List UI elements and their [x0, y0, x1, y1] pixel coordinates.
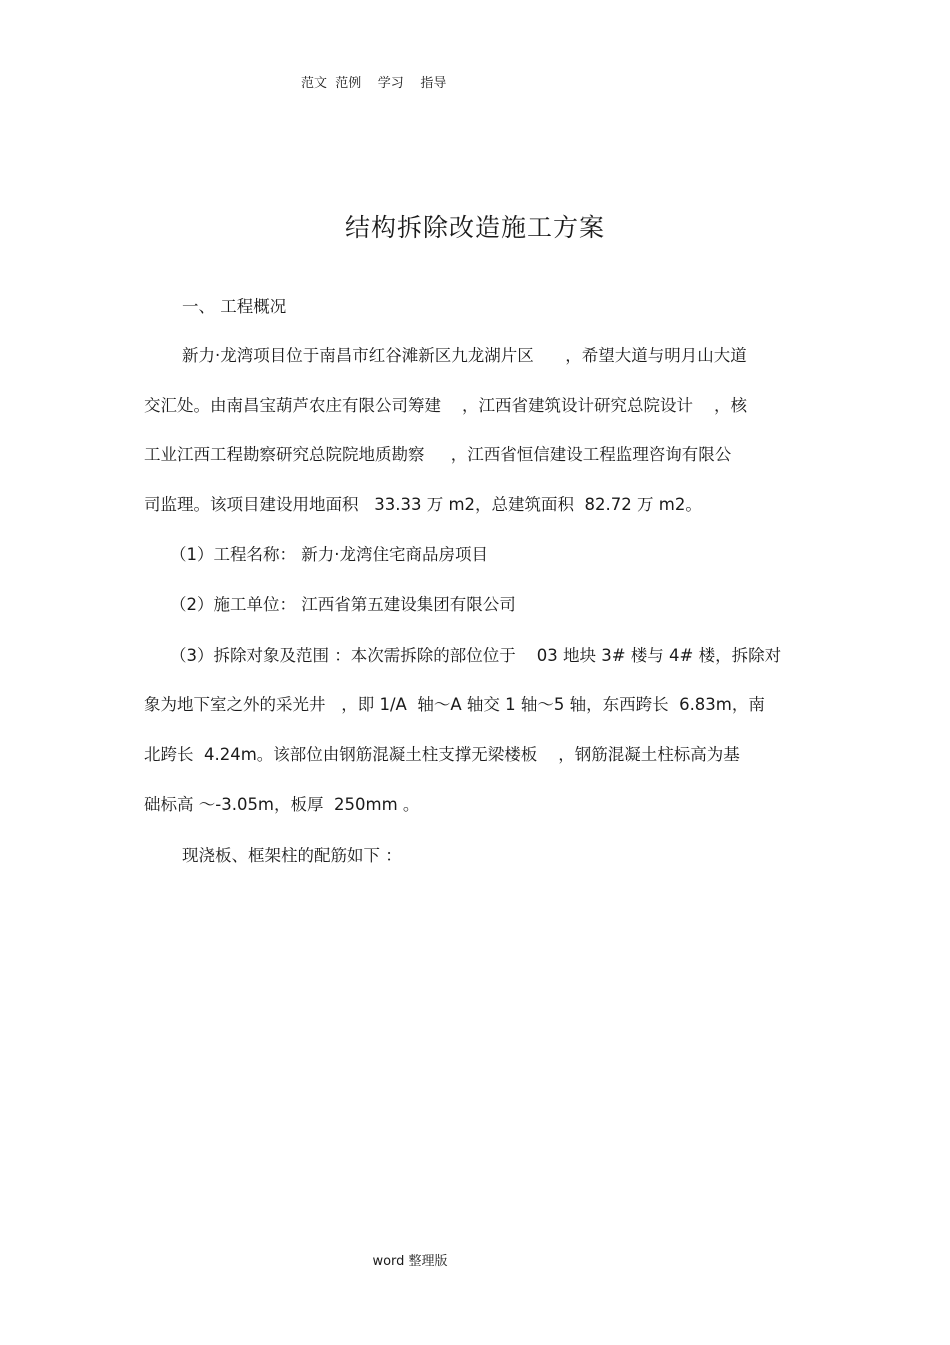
scope-line: 象为地下室之外的采光井 ，即 1/A 轴～A 轴交 1 轴～5 轴，东西跨长 6.83m，南	[144, 695, 765, 714]
reinforcement-note: 现浇板、框架柱的配筋如下 ：	[182, 846, 402, 865]
document-title: 结构拆除改造施工方案	[344, 213, 605, 242]
scope-line: （3）拆除对象及范围 ：本次需拆除的部位位于 03 地块 3# 楼与 4# 楼，拆除对	[170, 646, 782, 665]
scope-line: 北跨长 4.24m。该部位由钢筋混凝土柱支撑无梁楼板 ，钢筋混凝土柱标高为基	[144, 745, 740, 764]
paragraph-line: 交汇处。由南昌宝葫芦农庄有限公司筹建 ，江西省建筑设计研究总院设计 ，核	[144, 396, 747, 415]
paragraph-line: 新力·龙湾项目位于南昌市红谷滩新区九龙湖片区 ，希望大道与明月山大道	[182, 346, 747, 365]
page-footer: word 整理版	[372, 1254, 448, 1269]
section-heading: 一、 工程概况	[182, 297, 287, 316]
paragraph-line: 工业江西工程勘察研究总院院地质勘察 ，江西省恒信建设工程监理咨询有限公	[144, 445, 732, 464]
page-header: 范文 范例 学习 指导	[301, 76, 447, 91]
project-name-item: （1）工程名称： 新力·龙湾住宅商品房项目	[170, 545, 488, 564]
contractor-item: （2）施工单位： 江西省第五建设集团有限公司	[170, 595, 516, 614]
scope-line: 础标高 ～-3.05m，板厚 250mm 。	[144, 795, 420, 814]
paragraph-line: 司监理。该项目建设用地面积 33.33 万 m2，总建筑面积 82.72 万 m2。	[144, 495, 702, 514]
